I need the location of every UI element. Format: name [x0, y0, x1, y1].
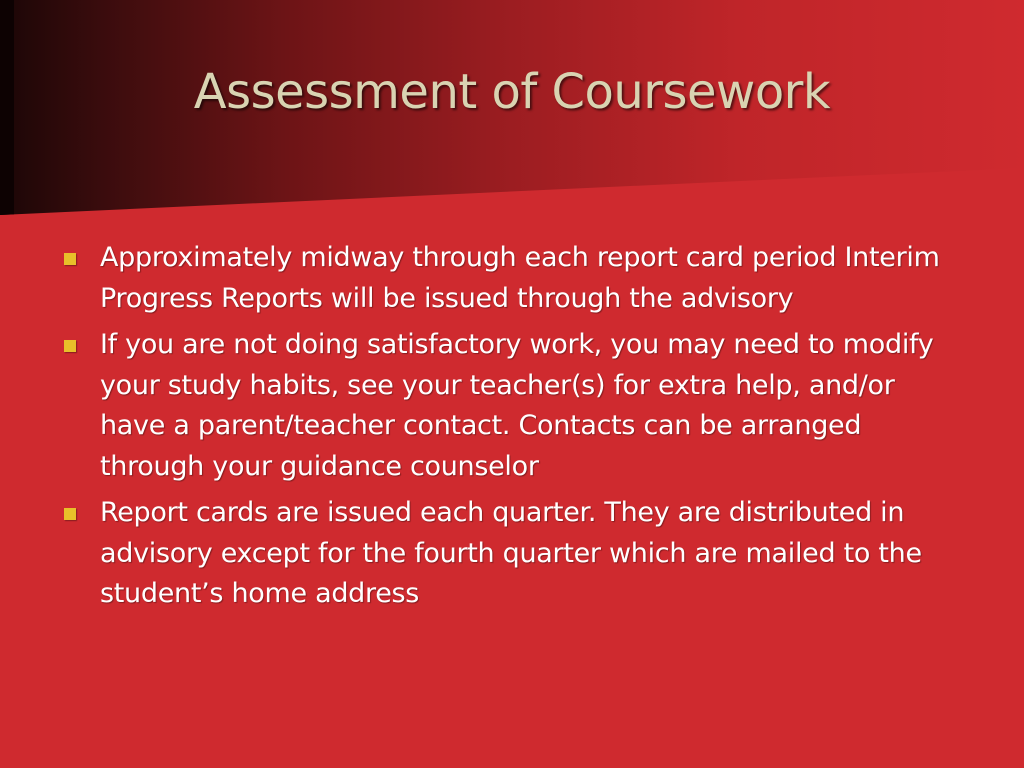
bullet-text: If you are not doing satisfactory work, you may need to modify your study habits, see your teacher(s) for extra help, and/or have a parent/teacher contact. Contacts can be arranged through your guidance counselor: [100, 329, 934, 482]
square-bullet-icon: [64, 508, 76, 520]
slide-title: Assessment of Coursework: [193, 64, 831, 120]
bullet-text: Approximately midway through each report card period Interim Progress Reports will be issued through the advisory: [100, 242, 940, 314]
bullet-text: Report cards are issued each quarter. They are distributed in advisory except for the fourth quarter which are mailed to the student’s home address: [100, 497, 922, 609]
square-bullet-icon: [64, 340, 76, 352]
bullet-list: [62, 238, 962, 621]
square-bullet-icon: [64, 253, 76, 265]
list-item: [62, 325, 962, 487]
list-item: [62, 238, 962, 319]
list-item: [62, 493, 962, 615]
